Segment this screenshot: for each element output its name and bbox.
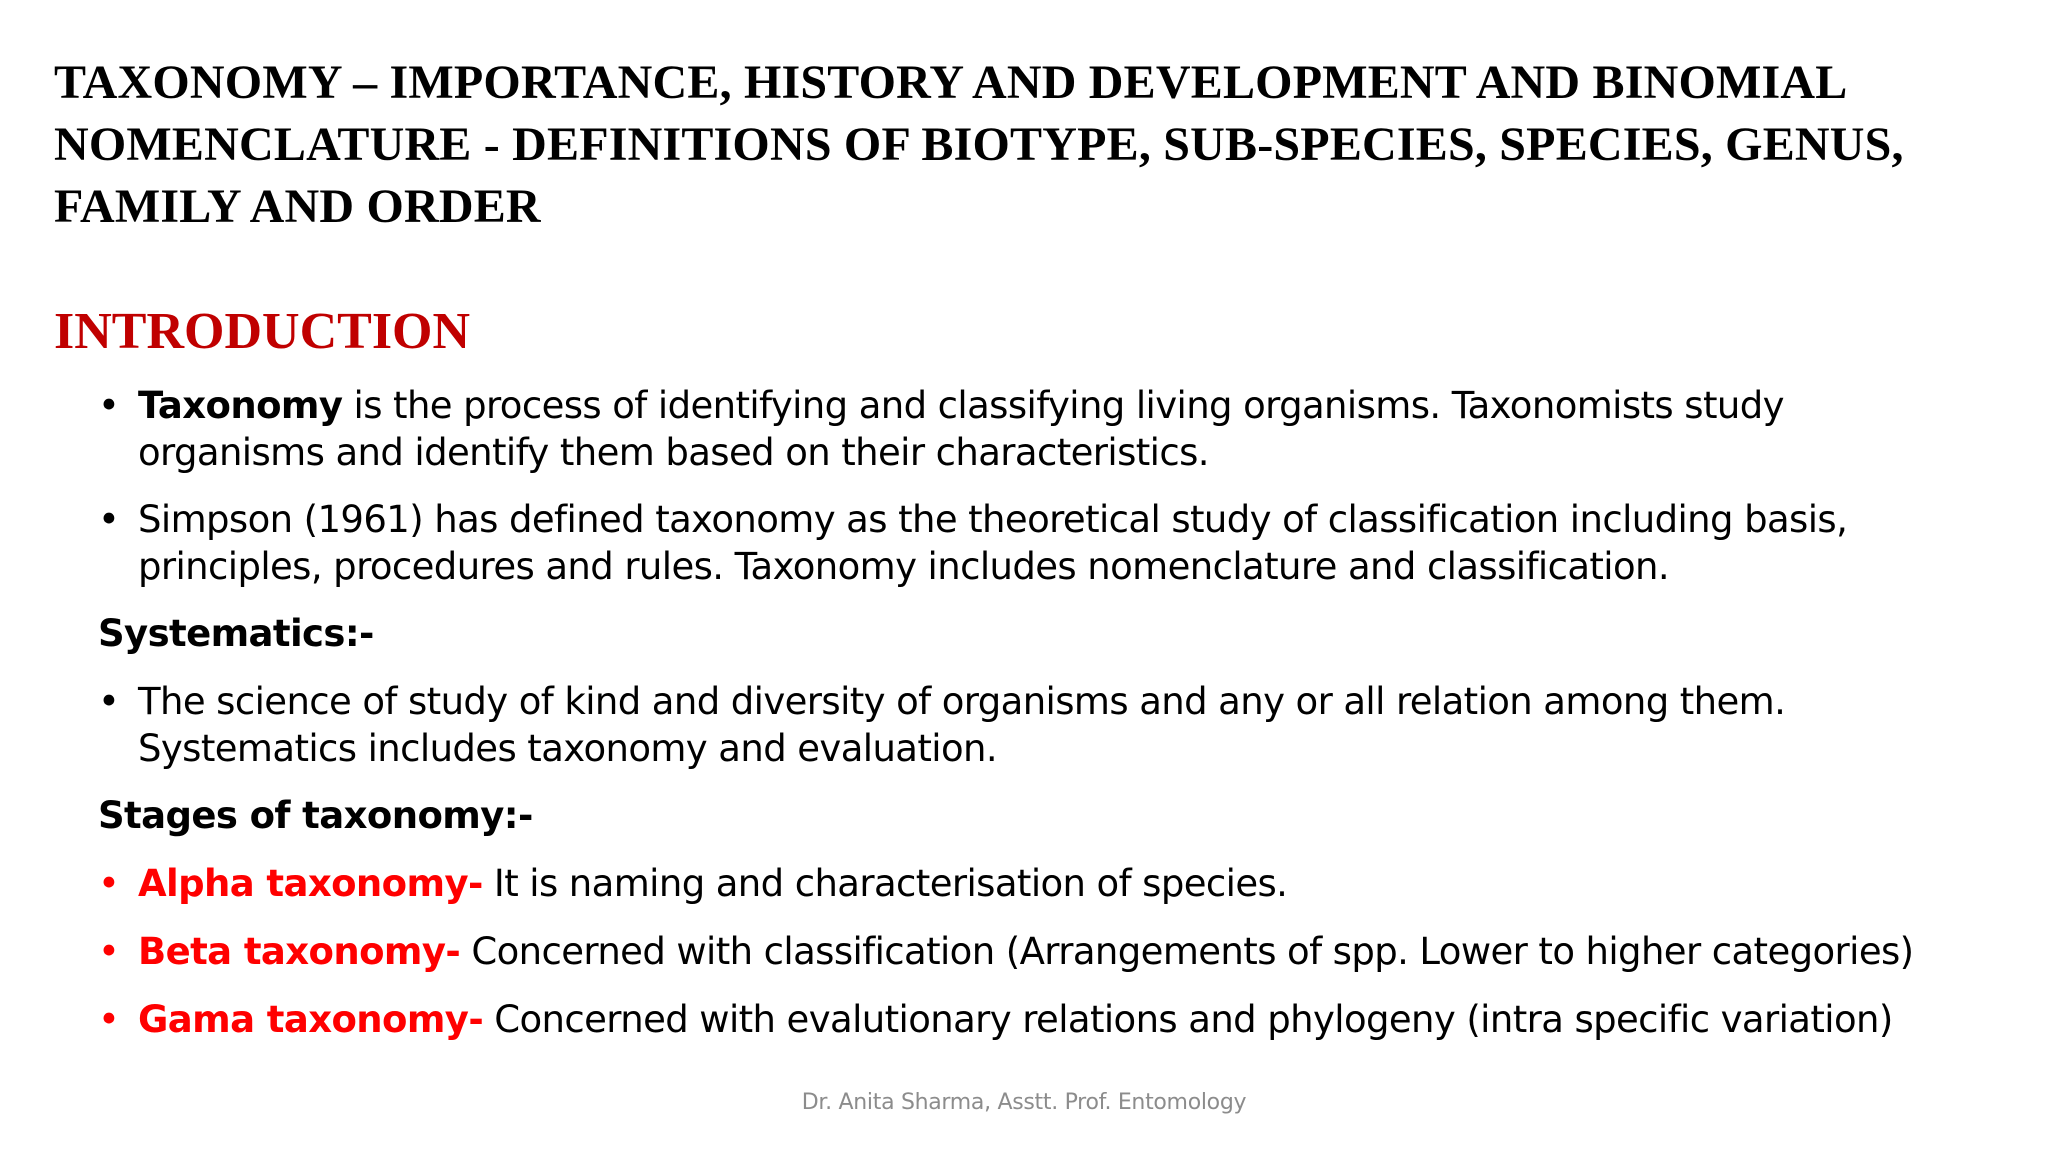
stage-item-text [138,928,1978,975]
list-item-simpson [98,496,1978,590]
stage-item-alpha [98,860,1978,907]
definition-beta-taxonomy: Concerned with classification (Arrangements of spp. Lower to higher categories) [460,930,1914,973]
term-alpha-taxonomy: Alpha taxonomy- [138,862,483,905]
term-gama-taxonomy: Gama taxonomy- [138,998,484,1041]
footer-author: Dr. Anita Sharma, Asstt. Prof. Entomology [801,1090,1247,1115]
stage-item-beta [98,928,1978,975]
list-item-systematics [98,678,1978,772]
slide-title: TAXONOMY – IMPORTANCE, HISTORY AND DEVELOPMENT AND BINOMIAL NOMENCLATURE - DEFINITIONS OF BIOTYPE, SUB-SPECIES, SPECIES, GENUS, FAMILY AND ORDER [54,56,1904,233]
bullet-glyph: • [98,384,120,427]
bullet-glyph: • [98,680,120,723]
term-taxonomy: Taxonomy [138,384,343,427]
list-item-text: The science of study of kind and diversity of organisms and any or all relation among them. Systematics includes taxonomy and evaluation. [138,680,1786,770]
bullet-glyph: • [98,498,120,541]
stage-item-text [138,996,1978,1043]
stages-heading: Stages of taxonomy:- [98,794,533,837]
definition-alpha-taxonomy: It is naming and characterisation of species. [482,862,1288,905]
list-item-taxonomy [98,382,1978,476]
list-item-text: Simpson (1961) has defined taxonomy as the theoretical study of classification including basis, principles, procedures and rules. Taxonomy includes nomenclature and classification. [138,498,1848,588]
stage-item-text [138,860,1978,907]
systematics-heading: Systematics:- [98,612,374,655]
introduction-heading: INTRODUCTION [54,303,471,360]
term-beta-taxonomy: Beta taxonomy- [138,930,461,973]
list-item-text [138,382,1978,476]
bullet-glyph: • [98,998,120,1041]
bullet-glyph: • [98,930,120,973]
bullet-glyph: • [98,862,120,905]
definition-taxonomy: is the process of identifying and classifying living organisms. Taxonomists study organisms and identify them based on their characteristics. [138,384,1784,474]
definition-gama-taxonomy: Concerned with evalutionary relations and phylogeny (intra specific variation) [483,998,1893,1041]
stage-item-gama [98,996,1978,1043]
